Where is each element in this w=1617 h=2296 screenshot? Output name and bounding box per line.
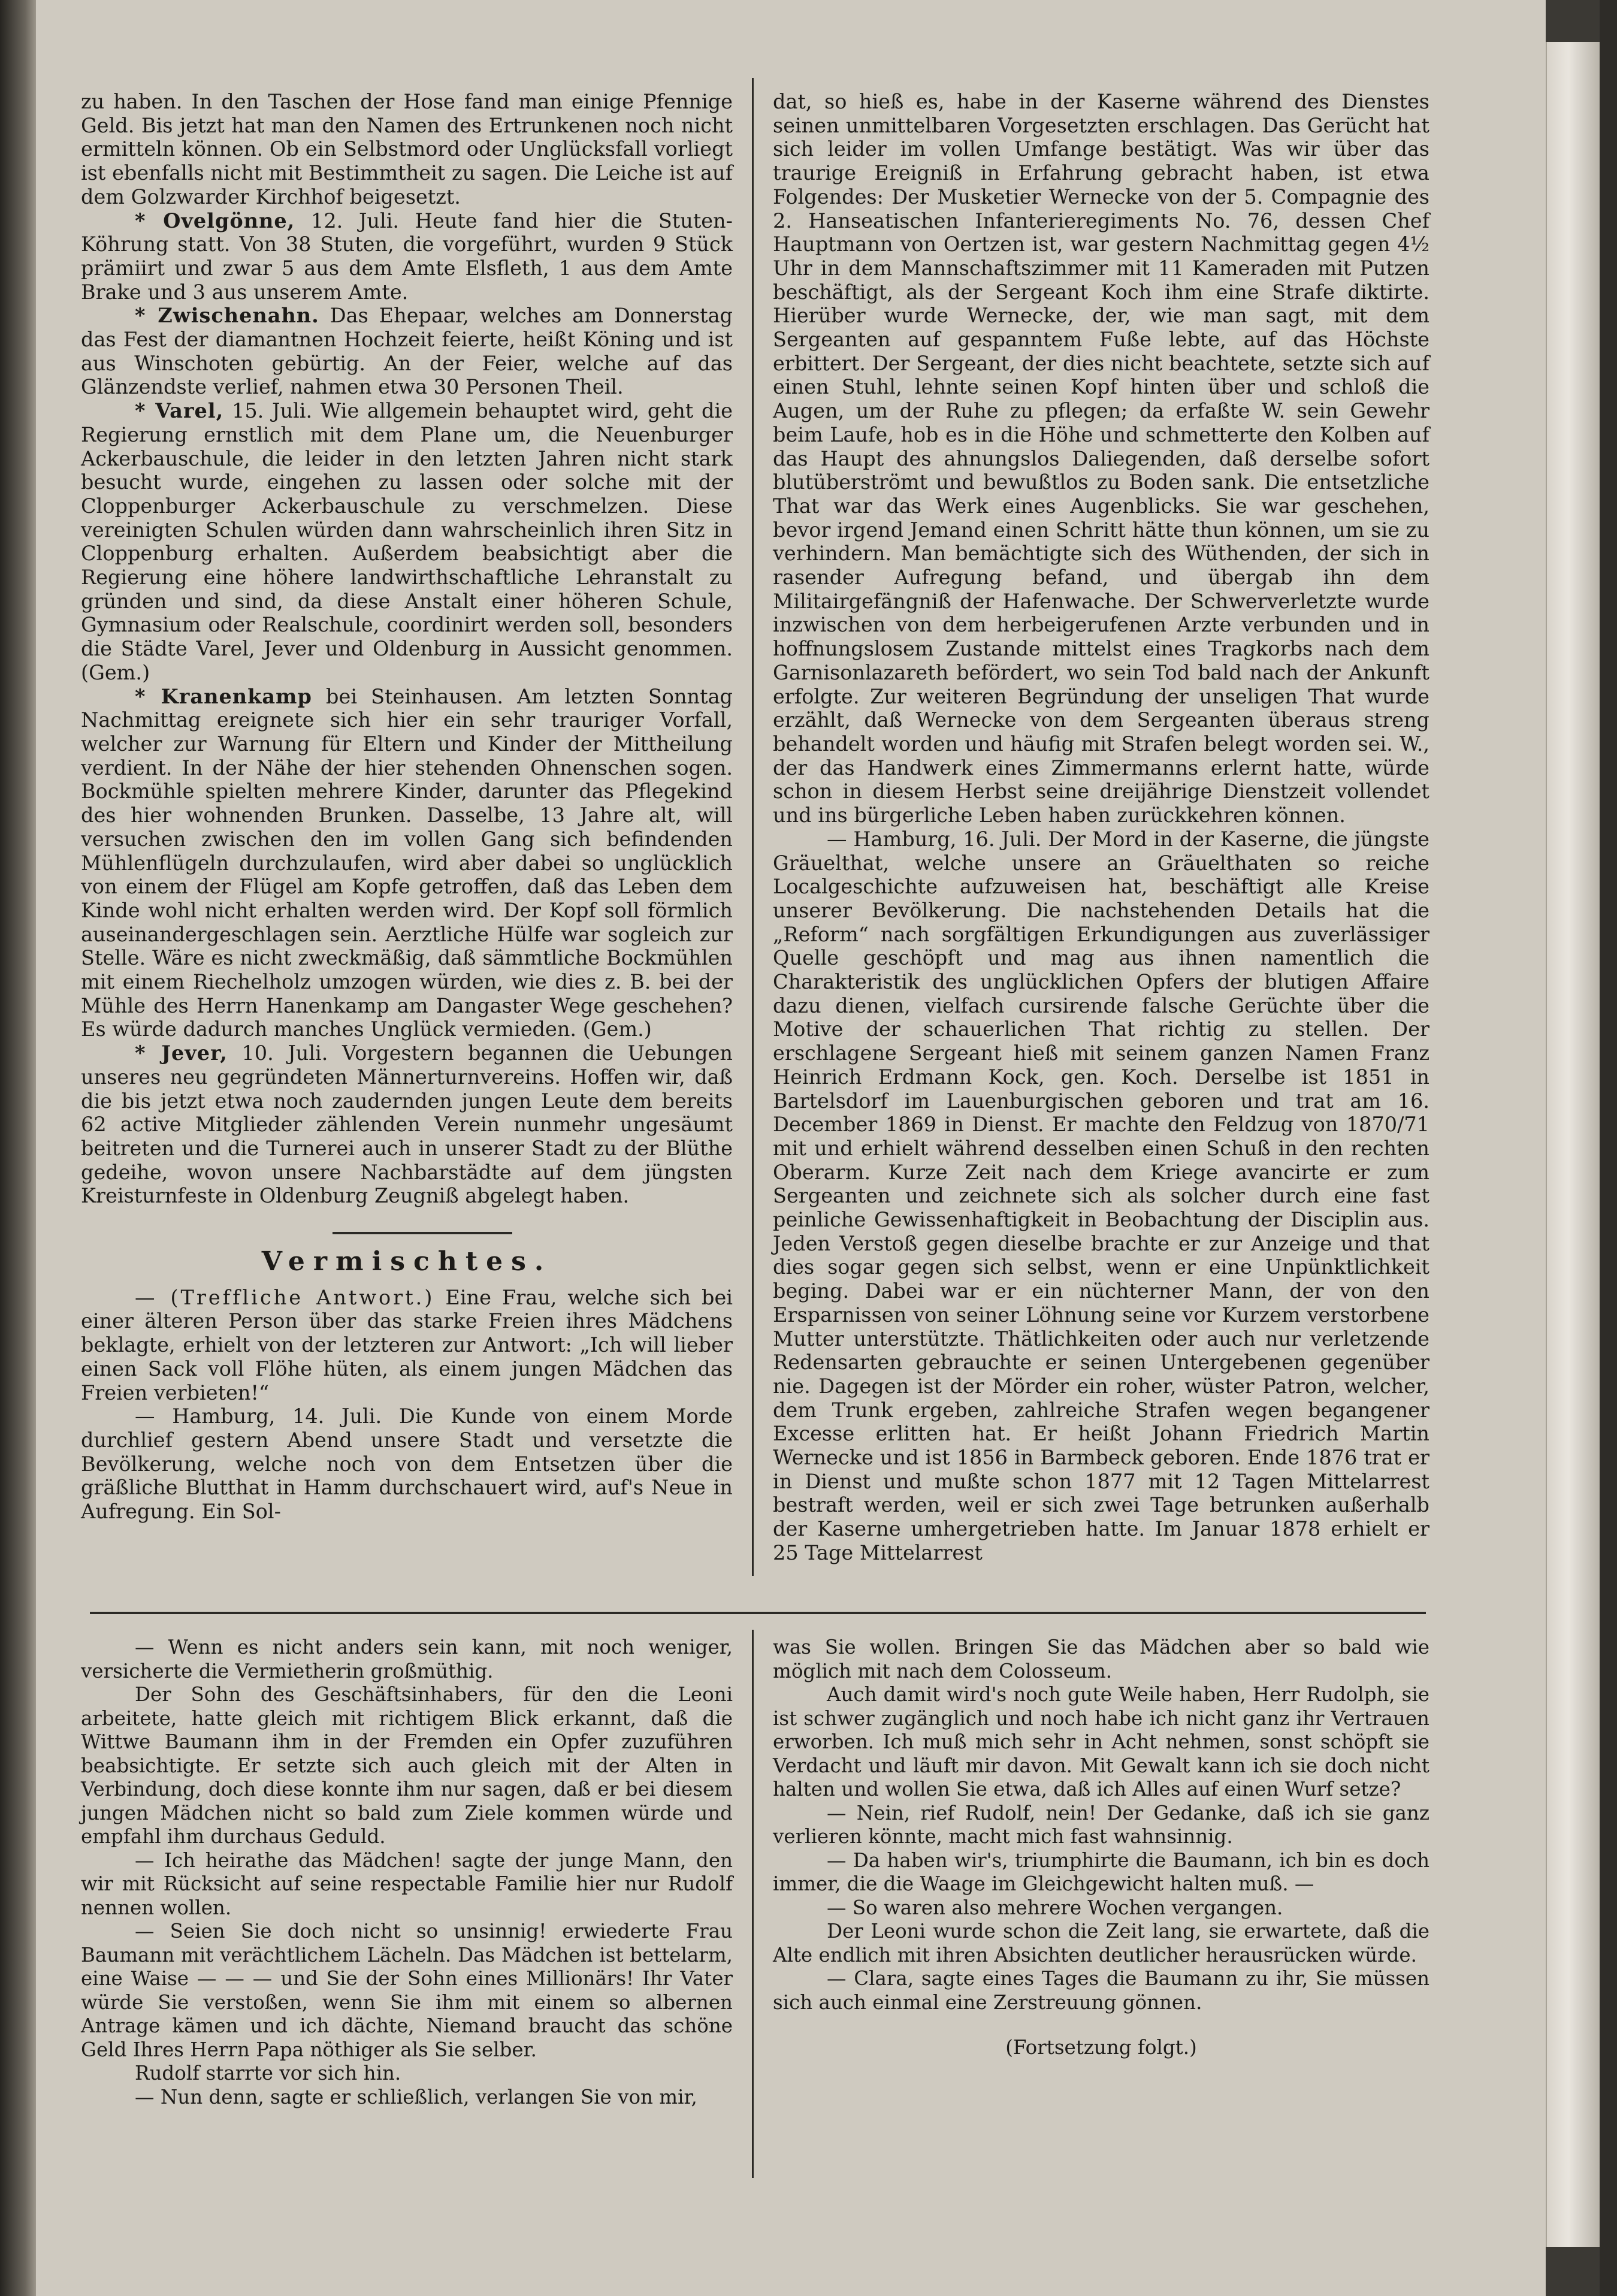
story-paragraph: — Wenn es nicht anders sein kann, mit noch weniger, versicherte die Vermietherin großmüthig. <box>81 1636 733 1682</box>
feuilleton-column-right <box>773 1636 1429 2060</box>
news-item-hamburg-14: — Hamburg, 14. Juli. Die Kunde von einem Morde durchlief gestern Abend unsere Stadt und versetzte die Bevölkerung, welche noch von dem Entsetzen über die gräßliche Blutthat in Hamm durchschauert wird, auf's Neue in Aufregung. Ein Sol- <box>81 1404 733 1524</box>
feuilleton-separator <box>90 1612 1426 1614</box>
story-paragraph: — Seien Sie doch nicht so unsinnig! erwiederte Frau Baumann mit verächtlichem Lächeln. Das Mädchen ist bettelarm, eine Waise — — — und Sie der Sohn eines Millionärs! Ihr Vater würde Sie verstoßen, wenn Sie ihm mit einem so albernen Antrage kämen und ich dächte, Niemand braucht das schöne Geld Ihres Herrn Papa nöthiger als Sie selber. <box>81 1920 733 2061</box>
dateline-place: * Zwischenahn. <box>135 304 319 328</box>
news-item-kranenkamp: * Kranenkamp bei Steinhausen. Am letzten Sonntag Nachmittag ereignete sich hier ein sehr trauriger Vorfall, welcher zur Warnung für Eltern und Kinder der Mittheilung verdient. In der Nähe der hier stehenden Ohnenschen sogen. Bockmühle spielten mehrere Kinder, darunter das Pflegekind des hier wohnenden Brunken. Dasselbe, 13 Jahre alt, will versuchen zwischen den im vollen Gang sich befindenden Mühlenflügeln durchzulaufen, wird aber dabei so unglücklich von einem der Flügel am Kopfe getroffen, daß das Leben dem Kinde wohl nicht erhalten werden wird. Der Kopf soll förmlich auseinandergeschlagen sein. Aerztliche Hülfe war sogleich zur Stelle. Wäre es nicht zweckmäßig, daß sämmtliche Bockmühlen mit einem Riechelholz umzogen würden, wie dies z. B. bei der Mühle des Herrn Hanenkamp am Dangaster Wege geschehen? Es würde dadurch manches Unglück vermieden. (Gem.) <box>81 684 733 1041</box>
dateline-place: * Varel, <box>135 399 224 423</box>
news-item-hamburg-16: — Hamburg, 16. Juli. Der Mord in der Kaserne, die jüngste Gräuelthat, welche unsere an Gräuelthaten so reiche Localgeschichte aufzuweisen hat, beschäftigt alle Kreise unserer Bevölkerung. Die nachstehenden Details hat die „Reform“ nach sorgfältigen Erkundigungen aus zuverlässiger Quelle geschöpft und mag aus ihnen namentlich die Charakteristik des unglücklichen Opfers der blutigen Affaire dazu dienen, vielfach cursirende falsche Gerüchte über die Motive der schauerlichen That richtig zu stellen. Der erschlagene Sergeant hieß mit seinem ganzen Namen Franz Heinrich Erdmann Kock, gen. Koch. Derselbe ist 1851 in Bartelsdorf im Lauenburgischen geboren und trat am 16. December 1869 in Dienst. Er machte den Feldzug von 1870/71 mit und erhielt während desselben einen Schuß in den rechten Oberarm. Kurze Zeit nach dem Kriege avancirte er zum Sergeanten und zeichnete sich als solcher durch eine fast peinliche Gewissenhaftigkeit in Beobachtung der Disciplin aus. Jeden Verstoß gegen dieselbe brachte er zur Anzeige und that dies sogar gegen sich selbst, wenn er eine Unpünktlichkeit beging. Dabei war er ein nüchterner Mann, der von den Ersparnissen von seiner Löhnung seine vor Kurzem verstorbene Mutter unterstützte. Thätlichkeiten oder auch nur verletzende Redensarten gebrauchte er seinen Untergebenen gegenüber nie. Dagegen ist der Mörder ein roher, wüster Patron, welcher, dem Trunk ergeben, zahlreiche Strafen wegen begangener Excesse erlitten hat. Er heißt Johann Friedrich Martin Wernecke und ist 1856 in Barmbeck geboren. Ende 1876 trat er in Dienst und mußte schon 1877 mit 12 Tagen Mittelarrest bestraft werden, weil er sich zwei Tage betrunken außerhalb der Kaserne umhergetrieben hatte. Im Januar 1878 erhielt er 25 Tage Mittelarrest <box>773 827 1429 1564</box>
news-paragraph: dat, so hieß es, habe in der Kaserne während des Dienstes seinen unmittelbaren Vorgesetzten erschlagen. Das Gerücht hat sich leider im vollen Umfange bestätigt. Was wir über das traurige Ereigniß in Erfahrung gebracht haben, ist etwa Folgendes: Der Musketier Wernecke von der 5. Compagnie des 2. Hanseatischen Infanterieregiments No. 76, dessen Chef Hauptmann von Oertzen ist, war gestern Nachmittag gegen 4½ Uhr in dem Mannschaftszimmer mit 11 Kameraden mit Putzen beschäftigt, als der Sergeant Koch ihm eine Strafe diktirte. Hierüber wurde Wernecke, der, wie man sagt, mit dem Sergeanten auf gespanntem Fuße lebte, auf das Höchste erbittert. Der Sergeant, der dies nicht beachtete, setzte sich auf einen Stuhl, lehnte seinen Kopf hinten über und schloß die Augen, um der Ruhe zu pflegen; da erfaßte W. sein Gewehr beim Laufe, hob es in die Höhe und schmetterte den Kolben auf das Haupt des ahnungslos Daliegenden, daß derselbe sofort blutüberströmt und bewußtlos zu Boden sank. Die entsetzliche That war das Werk eines Augenblicks. Sie war geschehen, bevor irgend Jemand einen Schritt hätte thun können, um sie zu verhindern. Man bemächtigte sich des Wüthenden, der sich in rasender Aufregung befand, und übergab ihn dem Militairgefängniß der Hafenwache. Der Schwerverletzte wurde inzwischen von dem herbeigerufenen Arzte verbunden und in hoffnungslosem Zustande mittelst eines Tragkorbs nach dem Garnisonlazareth befördert, wo sein Tod bald nach der Ankunft erfolgte. Zur weiteren Begründung der unseligen That wurde erzählt, daß Wernecke von dem Sergeanten überaus streng behandelt worden und häufig mit Strafen belegt worden sei. W., der das Handwerk eines Zimmermanns erlernt hatte, würde schon in diesem Herbst seine dreijährige Dienstzeit vollendet und ins bürgerliche Leben haben zurückkehren können. <box>773 90 1429 827</box>
story-paragraph: — Nun denn, sagte er schließlich, verlangen Sie von mir, <box>135 2085 697 2108</box>
news-column-left <box>81 90 733 1524</box>
dateline-place: * Kranenkamp <box>135 684 312 708</box>
background-void <box>1600 0 1617 2296</box>
story-paragraph: — Ich heirathe das Mädchen! sagte der junge Mann, den wir mit Rücksicht auf seine respectable Familie hier nur Rudolf nennen wollen. <box>81 1848 733 1919</box>
section-rule <box>333 1232 512 1234</box>
news-item-varel: * Varel, 15. Juli. Wie allgemein behauptet wird, geht die Regierung ernstlich mit dem Plane um, die Neuenburger Ackerbauschule, die leider in den letzten Jahren nicht stark besucht wurde, eingehen zu lassen oder solche mit der Cloppenburger Ackerbauschule zu verschmelzen. Diese vereinigten Schulen würden dann wahrscheinlich ihren Sitz in Cloppenburg erhalten. Außerdem beabsichtigt aber die Regierung eine höhere landwirthschaftliche Lehranstalt zu gründen und sind, da diese Anstalt einer höheren Schule, Gymnasium oder Realschule, coordinirt werden soll, besonders die Städte Varel, Jever und Oldenburg in Aussicht genommen. (Gem.) <box>81 399 733 684</box>
continuation-note: (Fortsetzung folgt.) <box>1005 2036 1197 2059</box>
column-divider-top <box>752 78 754 1576</box>
story-paragraph: — Da haben wir's, triumphirte die Baumann, ich bin es doch immer, die die Waage im Gleichgewicht halten muß. — <box>773 1848 1429 1895</box>
column-divider-bottom <box>752 1630 754 2178</box>
news-paragraph: zu haben. In den Taschen der Hose fand man einige Pfennige Geld. Bis jetzt hat man den Namen des Ertrunkenen noch nicht ermitteln können. Ob ein Selbstmord oder Unglücksfall vorliegt ist ebenfalls nicht mit Bestimmtheit zu sagen. Die Leiche ist auf dem Golzwarder Kirchhof beigesetzt. <box>81 90 733 209</box>
story-paragraph: — Nein, rief Rudolf, nein! Der Gedanke, daß ich sie ganz verlieren könnte, macht mich fast wahnsinnig. <box>773 1801 1429 1848</box>
dateline-place: * Jever, <box>135 1041 228 1065</box>
news-item-treffliche-antwort: — (Treffliche Antwort.) Eine Frau, welche sich bei einer älteren Person über das starke Freien ihres Mädchens beklagte, erhielt von der letzteren zur Antwort: „Ich will lieber einen Sack voll Flöhe hüten, als einem jungen Mädchen das Freien verbieten!“ <box>81 1285 733 1404</box>
story-paragraph: was Sie wollen. Bringen Sie das Mädchen aber so bald wie möglich mit nach dem Colosseum. <box>773 1636 1429 1682</box>
story-paragraph: Der Sohn des Geschäftsinhabers, für den die Leoni arbeitete, hatte gleich mit richtigem Blick erkannt, daß die Wittwe Baumann ihm in der Fremden ein Opfer zuzuführen beabsichtigte. Er setzte sich auch gleich mit der Alten in Verbindung, doch diese konnte ihm nur sagen, daß er bei diesem jungen Mädchen nicht so bald zum Ziele kommen würde und empfahl ihm durchaus Geduld. <box>81 1683 733 1848</box>
story-paragraph: Der Leoni wurde schon die Zeit lang, sie erwartete, daß die Alte endlich mit ihren Absichten deutlicher herausrücken würde. <box>773 1920 1429 1966</box>
news-item-jever: * Jever, 10. Juli. Vorgestern begannen die Uebungen unseres neu gegründeten Männerturnvereins. Hoffen wir, daß die bis jetzt etwa noch zaudernden jungen Leute dem bereits 62 active Mitglieder zählenden Verein nunmehr ungesäumt beitreten und die Turnerei auch in unserer Stadt zu der Blüthe gedeihe, wovon unsere Nachbarstädte auf dem jüngsten Kreisturnfeste in Oldenburg Zeugniß abgelegt haben. <box>81 1041 733 1208</box>
news-column-right <box>773 90 1429 1565</box>
feuilleton-column-left <box>81 1636 733 2109</box>
page-stack-edge <box>1546 42 1601 2247</box>
story-paragraph: — So waren also mehrere Wochen vergangen. <box>827 1896 1283 1919</box>
page-gutter <box>0 0 36 2296</box>
section-heading: Vermischtes. <box>261 1246 552 1277</box>
story-paragraph: — Clara, sagte eines Tages die Baumann zu ihr, Sie müssen sich auch einmal eine Zerstreuung gönnen. <box>773 1967 1429 2014</box>
news-item-zwischenahn: * Zwischenahn. Das Ehepaar, welches am Donnerstag das Fest der diamantnen Hochzeit feierte, heißt Köning und ist aus Winschoten gebürtig. An der Feier, welche auf das Glänzendste verlief, nahmen etwa 30 Personen Theil. <box>81 304 733 399</box>
story-paragraph: Rudolf starrte vor sich hin. <box>135 2062 401 2084</box>
story-paragraph: Auch damit wird's noch gute Weile haben, Herr Rudolph, sie ist schwer zugänglich und noch habe ich nicht ganz ihr Vertrauen erworben. Ich muß mich sehr in Acht nehmen, sonst schöpft sie Verdacht und läuft mir davon. Mit Gewalt kann ich sie doch nicht halten und wollen Sie etwa, daß ich Alles auf einen Wurf setze? <box>773 1683 1429 1800</box>
dateline-place: * Ovelgönne, <box>135 209 295 232</box>
news-item-ovelgoenne: * Ovelgönne, 12. Juli. Heute fand hier die Stuten-Köhrung statt. Von 38 Stuten, die vorgeführt, wurden 9 Stück prämiirt und zwar 5 aus dem Amte Elsfleth, 1 aus dem Amte Brake und 3 aus unserem Amte. <box>81 209 733 304</box>
